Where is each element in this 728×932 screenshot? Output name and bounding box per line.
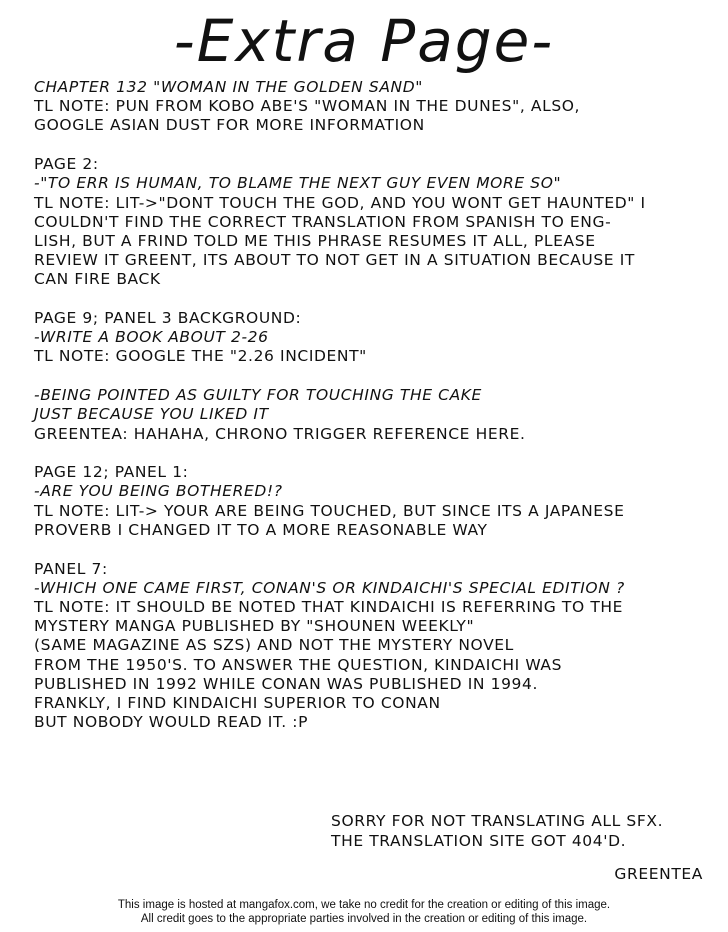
- note-section: [34, 386, 714, 444]
- hosting-credit: [0, 898, 728, 926]
- signature: GREENTEA: [614, 865, 703, 883]
- note-line: TL NOTE: LIT-> YOUR ARE BEING TOUCHED, BUT SINCE ITS A JAPANESE: [34, 501, 625, 520]
- translation-notes: [34, 78, 714, 752]
- note-line: PAGE 2:: [34, 155, 99, 174]
- note-line: PAGE 9; PANEL 3 BACKGROUND:: [34, 309, 302, 328]
- note-line: CAN FIRE BACK: [34, 270, 161, 289]
- page-title: -Extra Page-: [173, 7, 555, 75]
- note-line: TL NOTE: LIT->"DONT TOUCH THE GOD, AND YOU WONT GET HAUNTED" I: [34, 193, 646, 212]
- note-section: [34, 560, 714, 733]
- note-line: CHAPTER 132 "WOMAN IN THE GOLDEN SAND": [34, 78, 423, 96]
- note-line: COULDN'T FIND THE CORRECT TRANSLATION FROM SPANISH TO ENG-: [34, 212, 612, 231]
- note-line: GOOGLE ASIAN DUST FOR MORE INFORMATION: [34, 116, 425, 135]
- note-line: TL NOTE: IT SHOULD BE NOTED THAT KINDAICHI IS REFERRING TO THE: [34, 597, 624, 616]
- note-line: -ARE YOU BEING BOTHERED!?: [34, 482, 283, 501]
- note-section: [34, 155, 714, 289]
- note-line: -WHICH ONE CAME FIRST, CONAN'S OR KINDAICHI'S SPECIAL EDITION ?: [34, 578, 625, 597]
- credit-line: All credit goes to the appropriate parties involved in the creation or editing of this image.: [140, 913, 588, 925]
- note-line: PUBLISHED IN 1992 WHILE CONAN WAS PUBLISHED IN 1994.: [34, 674, 538, 693]
- signoff-block: [331, 812, 711, 885]
- note-line: -BEING POINTED AS GUILTY FOR TOUCHING THE CAKE: [34, 386, 482, 405]
- note-line: PANEL 7:: [34, 559, 108, 578]
- note-section: [34, 463, 714, 540]
- note-line: FROM THE 1950'S. TO ANSWER THE QUESTION, KINDAICHI WAS: [34, 655, 563, 674]
- note-line: LISH, BUT A FRIND TOLD ME THIS PHRASE RESUMES IT ALL, PLEASE: [34, 231, 596, 250]
- signoff-line: THE TRANSLATION SITE GOT 404'D.: [331, 831, 627, 850]
- note-line: PROVERB I CHANGED IT TO A MORE REASONABLE WAY: [34, 520, 488, 539]
- note-section: [34, 309, 714, 367]
- note-line: (SAME MAGAZINE AS SZS) AND NOT THE MYSTERY NOVEL: [34, 636, 514, 655]
- note-line: -WRITE A BOOK ABOUT 2-26: [34, 328, 269, 347]
- note-line: TL NOTE: GOOGLE THE "2.26 INCIDENT": [34, 347, 367, 366]
- note-line: TL NOTE: PUN FROM KOBO ABE'S "WOMAN IN THE DUNES", ALSO,: [34, 97, 581, 116]
- note-section: [34, 78, 714, 136]
- note-line: BUT NOBODY WOULD READ IT. :P: [34, 713, 309, 732]
- credit-line: This image is hosted at mangafox.com, we take no credit for the creation or editing of this image.: [117, 899, 611, 911]
- note-line: -"TO ERR IS HUMAN, TO BLAME THE NEXT GUY EVEN MORE SO": [34, 174, 562, 193]
- note-line: GREENTEA: HAHAHA, CHRONO TRIGGER REFERENCE HERE.: [34, 424, 526, 443]
- note-line: PAGE 12; PANEL 1:: [34, 463, 189, 482]
- note-line: JUST BECAUSE YOU LIKED IT: [34, 405, 269, 424]
- note-line: MYSTERY MANGA PUBLISHED BY "SHOUNEN WEEKLY": [34, 617, 475, 636]
- signoff-line: SORRY FOR NOT TRANSLATING ALL SFX.: [331, 812, 664, 830]
- note-line: FRANKLY, I FIND KINDAICHI SUPERIOR TO CONAN: [34, 693, 441, 712]
- note-line: REVIEW IT GREENT, ITS ABOUT TO NOT GET IN A SITUATION BECAUSE IT: [34, 251, 635, 270]
